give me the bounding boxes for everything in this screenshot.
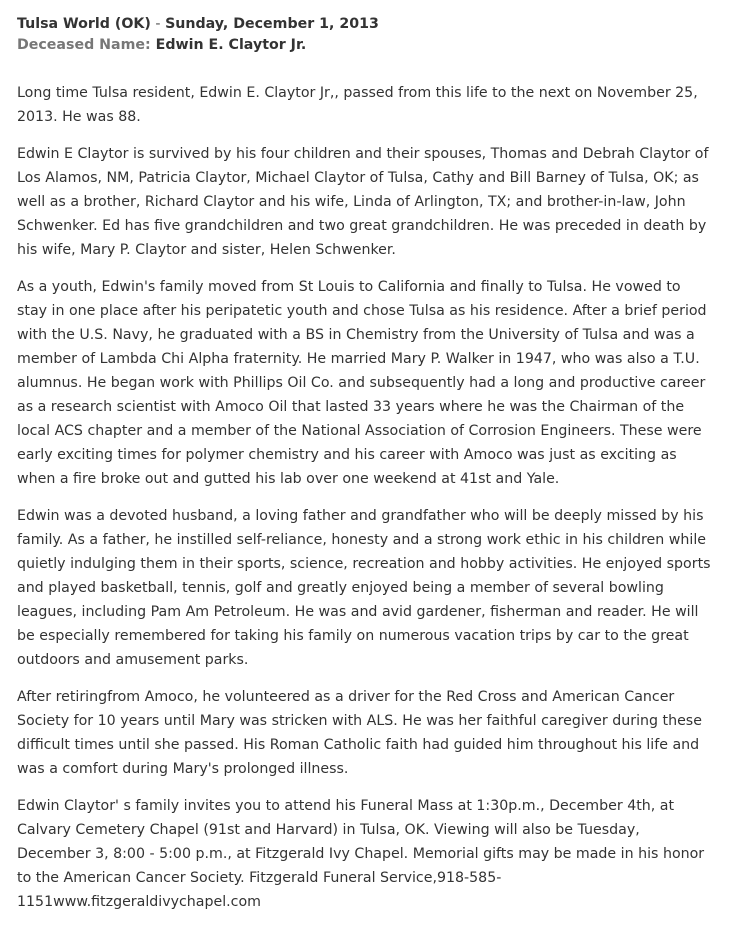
paragraph-retirement: After retiringfrom Amoco, he volunteered as a driver for the Red Cross and American Cancer Society for 10 years until Mary was stricken with ALS. He was her faithful caregiver during these difficult times until she passed. His Roman Catholic faith had guided him throughout his life and was a comfort during Mary's prolonged illness. bbox=[17, 689, 702, 777]
header-separator: - bbox=[150, 16, 166, 32]
deceased-header bbox=[17, 35, 715, 56]
obituary-body bbox=[17, 81, 715, 914]
publication-date: Sunday, December 1, 2013 bbox=[165, 16, 379, 32]
paragraph-survivors: Edwin E Claytor is survived by his four children and their spouses, Thomas and Debrah Claytor of Los Alamos, NM, Patricia Claytor, Michael Claytor of Tulsa, Cathy and Bill Barney of Tulsa, OK; as well as a brother, Richard Claytor and his wife, Linda of Arlington, TX; and brother-in-law, John Schwenker. Ed has five grandchildren and two great grandchildren. He was preceded in death by his wife, Mary P. Claytor and sister, Helen Schwenker. bbox=[17, 146, 709, 258]
publication-name: Tulsa World (OK) bbox=[17, 16, 151, 32]
paragraph-services: Edwin Claytor' s family invites you to attend his Funeral Mass at 1:30p.m., December 4th, at Calvary Cemetery Chapel (91st and Harvard) in Tulsa, OK. Viewing will also be Tuesday, December 3, 8:00 - 5:00 p.m., at Fitzgerald Ivy Chapel. Memorial gifts may be made in his honor to the American Cancer Society. Fitzgerald Funeral Service,918-585-1151www.fitzgeraldivychapel.com bbox=[17, 798, 705, 910]
paragraph-intro: Long time Tulsa resident, Edwin E. Claytor Jr,, passed from this life to the next on November 25, 2013. He was 88. bbox=[17, 85, 698, 125]
publication-header bbox=[17, 14, 715, 35]
paragraph-career: As a youth, Edwin's family moved from St Louis to California and finally to Tulsa. He vowed to stay in one place after his peripatetic youth and chose Tulsa as his residence. After a brief period with the U.S. Navy, he graduated with a BS in Chemistry from the University of Tulsa and was a member of Lambda Chi Alpha fraternity. He married Mary P. Walker in 1947, who was also a T.U. alumnus. He began work with Phillips Oil Co. and subsequently had a long and productive career as a research scientist with Amoco Oil that lasted 33 years where he was the Chairman of the local ACS chapter and a member of the National Association of Corrosion Engineers. These were early exciting times for polymer chemistry and his career with Amoco was just as exciting as when a fire broke out and gutted his lab over one weekend at 41st and Yale. bbox=[17, 279, 707, 487]
paragraph-family-life: Edwin was a devoted husband, a loving father and grandfather who will be deeply missed by his family. As a father, he instilled self-reliance, honesty and a strong work ethic in his children while quietly indulging them in their sports, science, recreation and hobby activities. He enjoyed sports and played basketball, tennis, golf and greatly enjoyed being a member of several bowling leagues, including Pam Am Petroleum. He was and avid gardener, fisherman and reader. He will be especially remembered for taking his family on numerous vacation trips by car to the great outdoors and amusement parks. bbox=[17, 508, 711, 668]
deceased-name: Edwin E. Claytor Jr. bbox=[155, 37, 307, 53]
deceased-label: Deceased Name: bbox=[17, 37, 151, 53]
